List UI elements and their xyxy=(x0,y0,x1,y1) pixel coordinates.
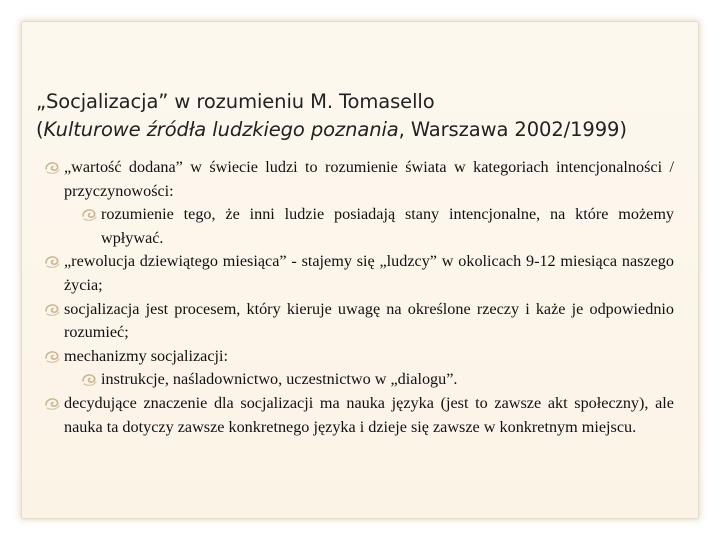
list-item xyxy=(44,392,674,439)
title-publication-info: , Warszawa 2002/1999) xyxy=(398,118,627,141)
list-item-text: rozumienie tego, że inni ludzie posiadają stany intencjonalne, na które możemy wpływać. xyxy=(101,205,674,247)
swirl-bullet-icon xyxy=(44,348,61,365)
list-item xyxy=(44,345,674,369)
list-item xyxy=(44,298,674,345)
swirl-bullet-icon xyxy=(44,159,61,176)
list-item-text: socjalizacja jest procesem, który kieruje uwagę na określone rzeczy i każe je odpowiednio rozumieć; xyxy=(64,299,674,342)
book-title: Kulturowe źródła ludzkiego poznania xyxy=(43,118,399,141)
slide-title xyxy=(36,88,676,144)
list-item xyxy=(44,203,674,250)
swirl-bullet-icon xyxy=(44,395,61,412)
swirl-bullet-icon xyxy=(44,253,61,270)
list-item-text: „wartość dodana” w świecie ludzi to rozumienie świata w kategoriach intencjonalności / przyczynowości: xyxy=(64,158,674,200)
swirl-bullet-icon xyxy=(44,301,61,318)
swirl-bullet-icon xyxy=(81,206,98,223)
title-line-1: „Socjalizacja” w rozumieniu M. Tomasello xyxy=(36,90,435,113)
title-open-paren: ( xyxy=(36,118,44,141)
swirl-bullet-icon xyxy=(81,371,98,388)
title-line-2 xyxy=(36,116,676,144)
list-item-text: decydujące znaczenie dla socjalizacji ma nauka języka (jest to zawsze akt społeczny), ale nauka ta dotyczy zawsze konkretnego języka i dzieje się zawsze w konkretnym miejscu. xyxy=(64,393,674,436)
list-item-text: mechanizmy socjalizacji: xyxy=(64,346,229,365)
list-item-text: „rewolucja dziewiątego miesiąca” - stajemy się „ludzcy” w okolicach 9-12 miesiąca naszego życia; xyxy=(64,252,674,294)
list-item xyxy=(44,156,674,203)
list-item xyxy=(44,250,674,297)
list-item xyxy=(44,368,674,392)
bullet-list xyxy=(44,156,674,439)
list-item-text: instrukcje, naśladownictwo, uczestnictwo w „dialogu”. xyxy=(101,370,458,389)
